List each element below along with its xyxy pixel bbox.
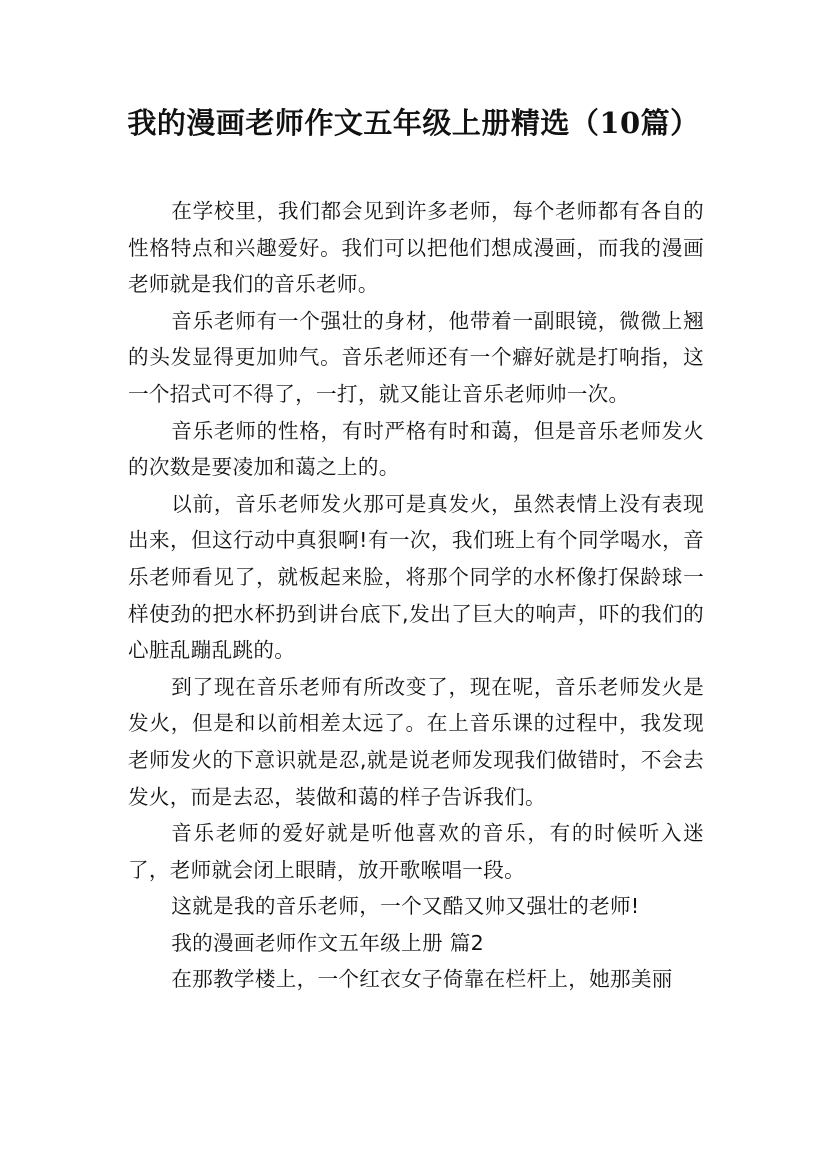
paragraph-2: 音乐老师有一个强壮的身材，他带着一副眼镜，微微上翘的头发显得更加帅气。音乐老师还有一个癖好就是打响指，这一个招式可不得了，一打，就又能让音乐老师帅一次。	[128, 308, 704, 406]
paragraph-8: 在那教学楼上，一个红衣女子倚靠在栏杆上，她那美丽	[171, 967, 673, 992]
paragraph-7: 这就是我的音乐老师，一个又酷又帅又强壮的老师!	[171, 894, 640, 919]
paragraph-6: 音乐老师的爱好就是听他喜欢的音乐，有的时候听入迷了，老师就会闭上眼睛，放开歌喉唱一段。	[128, 821, 704, 882]
paragraph-3: 音乐老师的性格，有时严格有时和蔼，但是音乐老师发火的次数是要凌加和蔼之上的。	[128, 418, 704, 480]
paragraph-4: 以前，音乐老师发火那可是真发火，虽然表情上没有表现出来，但这行动中真狠啊!有一次，我们班上有个同学喝水，音乐老师看见了，就板起来脸，将那个同学的水杯像打保龄球一样使劲的把水杯扔到讲台底下,发出了巨大的响声，吓的我们的心脏乱蹦乱跳的。	[128, 491, 704, 663]
page-title: 我的漫画老师作文五年级上册精选（10篇）	[127, 106, 700, 140]
section-heading-2: 我的漫画老师作文五年级上册 篇2	[171, 930, 485, 955]
paragraph-5: 到了现在音乐老师有所改变了，现在呢，音乐老师发火是发火，但是和以前相差太远了。在上音乐课的过程中，我发现老师发火的下意识就是忍,就是说老师发现我们做错时，不会去发火，而是去忍，装做和蔼的样子告诉我们。	[128, 674, 704, 809]
article-body	[128, 193, 704, 998]
paragraph-1: 在学校里，我们都会见到许多老师，每个老师都有各自的性格特点和兴趣爱好。我们可以把他们想成漫画，而我的漫画老师就是我们的音乐老师。	[128, 199, 704, 297]
